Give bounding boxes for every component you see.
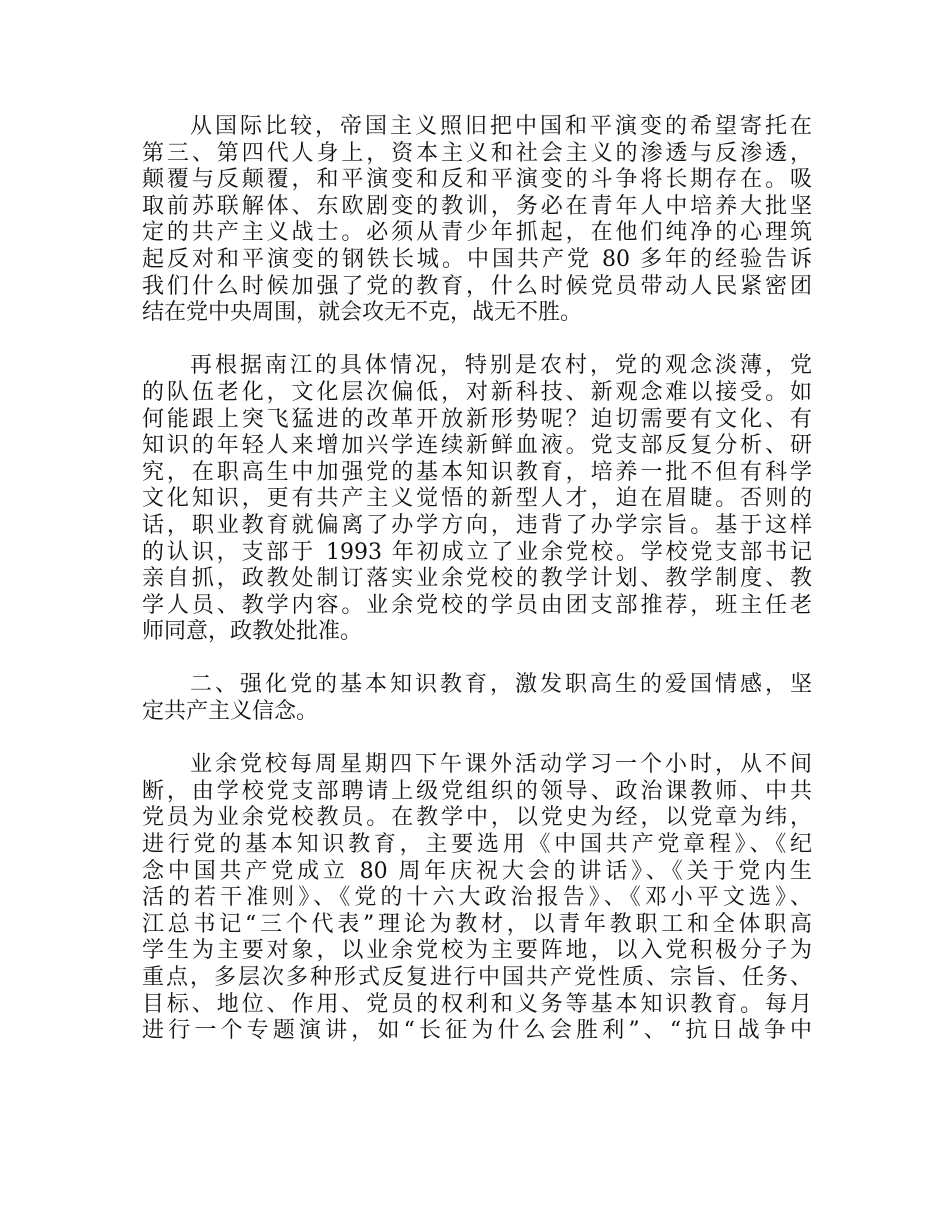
text-line: 党员为业余党校教员。在教学中，以党史为经，以党章为纬，	[142, 805, 812, 831]
text-line: 师同意，政教处批准。	[142, 619, 363, 645]
text-line: 亲自抓，政教处制订落实业余党校的教学计划、教学制度、教	[142, 566, 812, 592]
paragraph-party-school	[142, 752, 812, 1045]
text-line: 进行一个专题演讲，如“长征为什么会胜利”、“抗日战争中	[142, 1018, 812, 1044]
text-line: 二、强化党的基本知识教育，激发职高生的爱国情感，坚	[190, 672, 812, 698]
text-line: 定共产主义信念。	[142, 699, 319, 725]
text-line: 结在党中央周围，就会攻无不克，战无不胜。	[142, 300, 583, 326]
text-line: 定的共产主义战士。必须从青少年抓起，在他们纯净的心理筑	[142, 220, 812, 246]
text-line: 江总书记“三个代表”理论为教材，以青年教职工和全体职高	[142, 911, 812, 937]
text-line: 何能跟上突飞猛进的改革开放新形势呢？迫切需要有文化、有	[142, 406, 812, 432]
text-line: 究，在职高生中加强党的基本知识教育，培养一批不但有科学	[142, 459, 812, 485]
text-line: 话，职业教育就偏离了办学方向，违背了办学宗旨。基于这样	[142, 512, 812, 538]
text-line: 颠覆与反颠覆，和平演变和反和平演变的斗争将长期存在。吸	[142, 167, 812, 193]
text-line: 重点，多层次多种形式反复进行中国共产党性质、宗旨、任务、	[142, 965, 812, 990]
text-line: 的认识，支部于 1993 年初成立了业余党校。学校党支部书记	[142, 539, 812, 565]
text-line: 断，由学校党支部聘请上级党组织的领导、政治课教师、中共	[142, 778, 812, 804]
paragraph-international-comparison	[142, 114, 812, 327]
paragraph-nanjiang-situation	[142, 353, 812, 646]
document-page	[142, 114, 812, 1071]
text-line: 活的若干准则》、《党的十六大政治报告》、《邓小平文选》、	[142, 885, 812, 911]
text-line: 再根据南江的具体情况，特别是农村，党的观念淡薄，党	[190, 353, 812, 379]
text-line: 起反对和平演变的钢铁长城。中国共产党 80 多年的经验告诉	[142, 246, 812, 272]
text-line: 业余党校每周星期四下午课外活动学习一个小时，从不间	[190, 752, 812, 778]
text-line: 从国际比较，帝国主义照旧把中国和平演变的希望寄托在	[190, 114, 812, 139]
text-line: 取前苏联解体、东欧剧变的教训，务必在青年人中培养大批坚	[142, 193, 812, 219]
text-line: 我们什么时候加强了党的教育，什么时候党员带动人民紧密团	[142, 273, 812, 299]
text-line: 文化知识，更有共产主义觉悟的新型人才，迫在眉睫。否则的	[142, 486, 812, 512]
text-line: 第三、第四代人身上，资本主义和社会主义的渗透与反渗透，	[142, 140, 812, 166]
text-line: 学生为主要对象，以业余党校为主要阵地，以入党积极分子为	[142, 938, 812, 964]
text-line: 学人员、教学内容。业余党校的学员由团支部推荐，班主任老	[142, 592, 812, 618]
text-line: 进行党的基本知识教育，主要选用《中国共产党章程》、《纪	[142, 832, 812, 858]
text-line: 念中国共产党成立 80 周年庆祝大会的讲话》、《关于党内生	[142, 858, 812, 884]
text-line: 知识的年轻人来增加兴学连续新鲜血液。党支部反复分析、研	[142, 433, 812, 459]
text-line: 目标、地位、作用、党员的权利和义务等基本知识教育。每月	[142, 991, 812, 1017]
section-heading-two	[142, 672, 812, 725]
text-line: 的队伍老化，文化层次偏低，对新科技、新观念难以接受。如	[142, 379, 812, 405]
